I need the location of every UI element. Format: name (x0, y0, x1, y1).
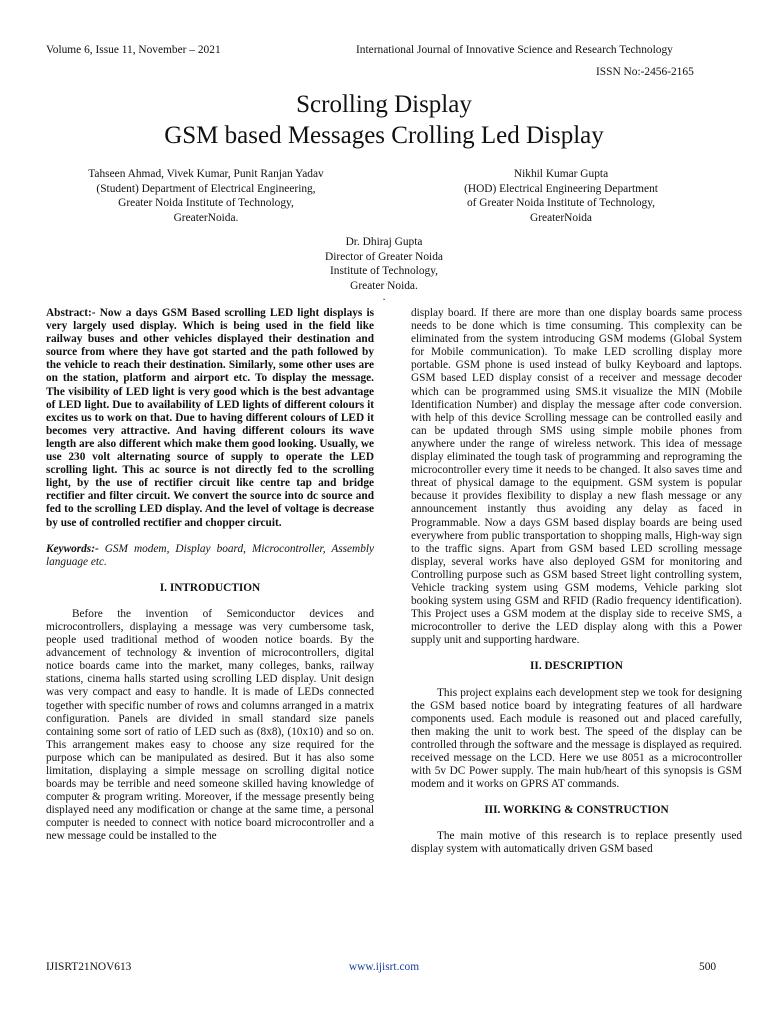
author-line: of Greater Noida Institute of Technology, (466, 197, 656, 209)
issn: ISSN No:-2456-2165 (596, 66, 694, 78)
keywords-label: Keywords:- (46, 542, 99, 555)
paper-id: IJISRT21NOV613 (46, 961, 132, 973)
title-line-2: GSM based Messages Crolling Led Display (164, 122, 604, 149)
author-line: . (382, 291, 386, 303)
section-heading-description: II. DESCRIPTION (530, 660, 623, 673)
author-line: (Student) Department of Electrical Engineering, (96, 182, 316, 195)
author-line: (HOD) Electrical Engineering Department (464, 182, 658, 195)
abstract: Abstract:- Now a days GSM Based scrolling LED light displays is very largely used display. Which is being used in the field like railway buses and other vehicles displayed their destination and source from where they have got started and the path followed by the vehicle to reach their destination. Similarly, some other uses are on the station, platform and airport etc. To display the message. The visibility of LED light is very good which is the best advantage of LED light. Due to availability of LED lights of different colours it excites us to work on that. Due to having different colours of LED it becomes very attractive. And having different colours its wave length are also different which make them good looking. Usually, we use 230 volt alternating source of supply to operate the LED scrolling light. This ac source is not directly fed to the scrolling light, by the use of rectifier circuit like centre tap and bridge rectifier and filter circuit. We convert the source into dc source and fed to the scrolling LED display. And the level of voltage is decrease by use of controlled rectifier and chopper circuit. (46, 307, 374, 529)
journal-url-link[interactable]: www.ijisrt.com (348, 961, 420, 973)
section-heading-introduction: I. INTRODUCTION (159, 581, 261, 594)
page-number: 500 (699, 961, 717, 973)
author-line: Institute of Technology, (329, 265, 439, 277)
authors-right (405, 167, 717, 225)
keywords (46, 543, 374, 569)
section-heading-working: III. WORKING & CONSTRUCTION (484, 804, 669, 817)
introduction-paragraph: Before the invention of Semiconductor devices and microcontrollers, displaying a message was very cumbersome task, people used traditional method of wooden notice boards. By the advancement of technology & invention of microcontrollers, digital notice boards came into the market, many colleges, banks, railway stations, cinema halls started using scrolling LED display. Unit design was very compact and easy to handle. It is made of LEDs connected together with specific number of rows and columns arranged in a matrix configuration. Panels are divided in small standard size panels containing some sort of ratio of LED such as (8x8), (10x10) and so on. This arrangement makes easy to choose any size required for the purpose which can be manipulated as desired. But it has also some limitation, displaying a simple message on scrolling digital notice boards may be terrible and need someone skilled having knowledge of computer & program writing. Moreover, if the message presently being displayed need any modification or change at the same time, a personal computer is needed to connect with notice board microcontroller and a new message could be installed to the (46, 607, 374, 843)
authors-center (224, 235, 544, 301)
volume-info: Volume 6, Issue 11, November – 2021 (46, 44, 221, 56)
journal-name: International Journal of Innovative Science and Research Technology (356, 44, 673, 56)
author-line: Director of Greater Noida (325, 250, 443, 263)
authors-left (50, 167, 362, 225)
author-line: GreaterNoida (530, 211, 592, 224)
description-paragraph: This project explains each development step we took for designing the GSM based notice board by integrating features of all hardware components used. Each module is reasoned out and placed carefully, then making the unit to work best. The speed of the display can be controlled through the software and the message is displayed as required. received message on the LCD. Here we use 8051 as a microcontroller with 5v DC Power supply. The main hub/heart of this synopsis is GSM modem and it works on GPRS AT commands. (411, 686, 742, 791)
keywords-text: GSM modem, Display board, Microcontroller, Assembly language etc. (46, 542, 374, 568)
left-column (46, 307, 374, 844)
author-line: Nikhil Kumar Gupta (513, 168, 609, 180)
author-line: Greater Noida Institute of Technology, (118, 197, 294, 209)
author-line: Tahseen Ahmad, Vivek Kumar, Punit Ranjan Yadav (88, 168, 324, 180)
author-line: Greater Noida. (350, 279, 418, 292)
introduction-continued: display board. If there are more than one display boards same process needs to be done which is time consuming. This complexity can be eliminated from the system introducing GSM modems (Global System for Mobile communication). To make LED scrolling display more portable. GSM phone is used instead of bulky Keyboard and laptops. GSM based LED display consist of a receiver and message decoder which can be programmed using SMS.it visualize the MIN (Mobile Identification Number) and display the message after code conversion. with help of this device Scrolling message can be controlled easily and can be updated through SMS using simple mobile phones from anywhere under the range of wireless network. This idea of message display eliminated the tough task of programming and reprograming the microcontroller every time it needs to be changed. It also saves time and threat of physical damage to the equipment. GSM system is popular because it provides flexibility to display a new flash message or any announcement instantly thus avoiding any delay as faced in Programmable. Now a days GSM based display boards are being used everywhere from public transportation to shopping malls, High-way sign to the traffic signs. Apart from GSM based LED scrolling message display, several works have also deployed GSM for monitoring and Controlling purpose such as GSM based Street light controlling system, Vehicle tracking system using GSM modems, Vehicle parking slot booking system using GSM and RFID (Radio frequency identification). This Project uses a GSM modem at the display side to receive SMS, a microcontroller to derive the LED display along with this a Power supply unit and supporting hardware. (411, 307, 742, 647)
author-line: Dr. Dhiraj Gupta (345, 236, 423, 248)
title-line-1: Scrolling Display (296, 91, 472, 118)
right-column (411, 307, 742, 857)
working-paragraph: The main motive of this research is to replace presently used display system with automatically driven GSM based (411, 830, 742, 856)
author-line: GreaterNoida. (173, 211, 239, 224)
